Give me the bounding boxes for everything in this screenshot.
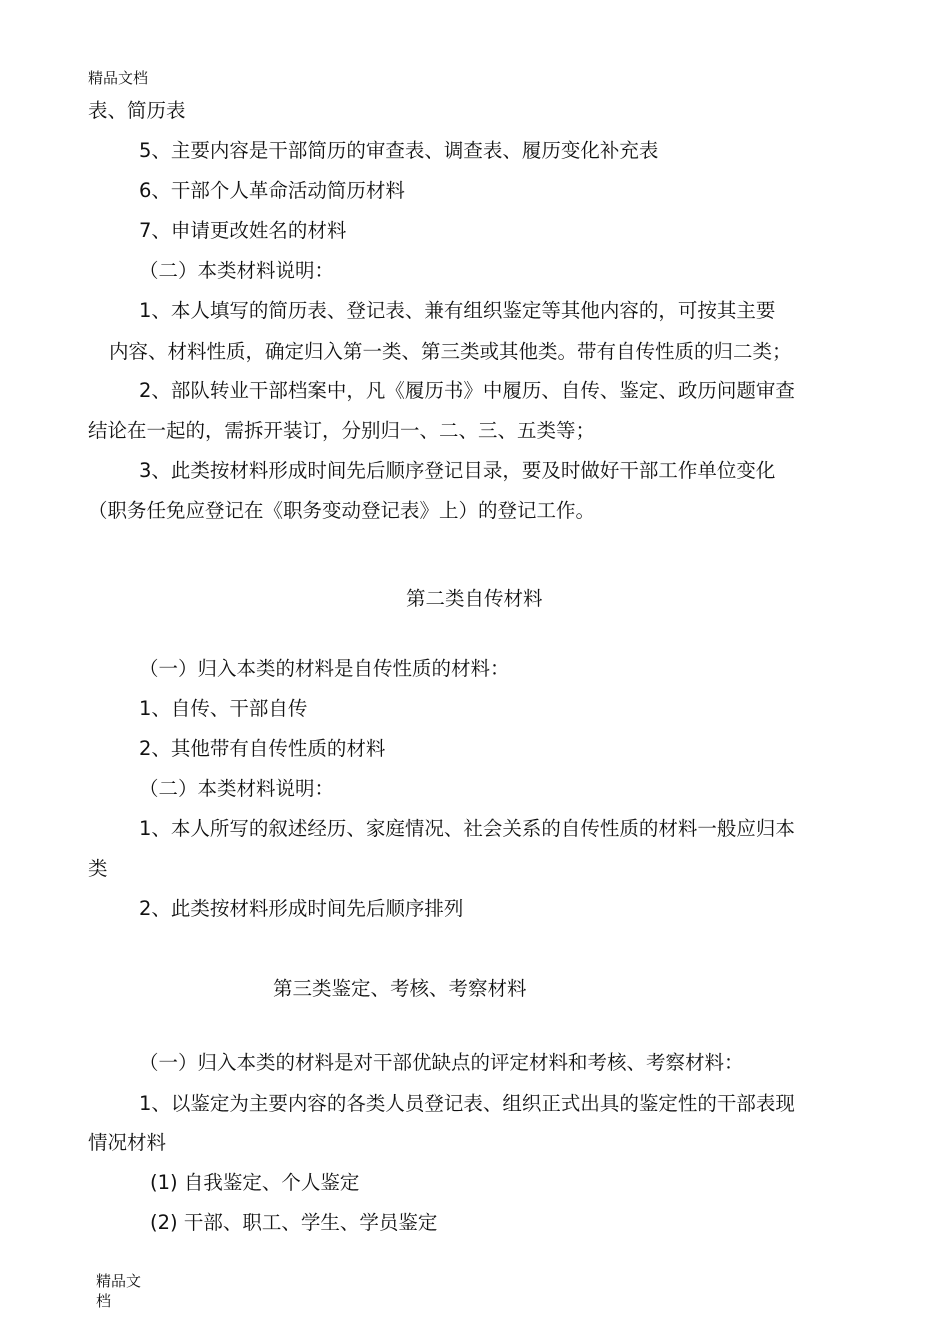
list-item-6: 6、干部个人革命活动简历材料 — [139, 179, 405, 202]
section-2-title: 第二类自传材料 — [406, 587, 543, 610]
section-2-scope-heading: （一）归入本类的材料是自传性质的材料： — [139, 657, 510, 680]
section-3-item-1-line-1: 1、以鉴定为主要内容的各类人员登记表、组织正式出具的鉴定性的干部表现 — [139, 1092, 795, 1115]
section-3-sub-item-2: (2) 干部、职工、学生、学员鉴定 — [150, 1211, 438, 1234]
note-2-line-1: 2、部队转业干部档案中，凡《履历书》中履历、自传、鉴定、政历问题审查 — [139, 379, 795, 402]
section-2-note-2: 2、此类按材料形成时间先后顺序排列 — [139, 897, 464, 920]
section-2-note-1-line-1: 1、本人所写的叙述经历、家庭情况、社会关系的自传性质的材料一般应归本 — [139, 817, 795, 840]
footer-watermark-line-2: 档 — [96, 1292, 112, 1310]
header-watermark: 精品文档 — [88, 69, 149, 87]
section-3-sub-item-1: (1) 自我鉴定、个人鉴定 — [150, 1171, 360, 1194]
section-2-note-1-line-2: 类 — [88, 857, 108, 880]
list-item-5: 5、主要内容是干部简历的审查表、调查表、履历变化补充表 — [139, 139, 659, 162]
section-2-item-2: 2、其他带有自传性质的材料 — [139, 737, 386, 760]
section-3-scope-heading: （一）归入本类的材料是对干部优缺点的评定材料和考核、考察材料： — [139, 1051, 744, 1074]
section-2-item-1: 1、自传、干部自传 — [139, 697, 308, 720]
note-heading: （二）本类材料说明： — [139, 259, 335, 282]
continued-line: 表、简历表 — [88, 99, 186, 122]
note-2-line-2: 结论在一起的，需拆开装订，分别归一、二、三、五类等； — [88, 419, 596, 442]
section-3-title: 第三类鉴定、考核、考察材料 — [273, 977, 527, 1000]
note-3-line-1: 3、此类按材料形成时间先后顺序登记目录，要及时做好干部工作单位变化 — [139, 459, 776, 482]
section-2-note-heading: （二）本类材料说明： — [139, 777, 335, 800]
section-3-item-1-line-2: 情况材料 — [88, 1131, 167, 1154]
note-1-line-2: 内容、材料性质，确定归入第一类、第三类或其他类。带有自传性质的归二类； — [109, 340, 792, 363]
footer-watermark-line-1: 精品文 — [96, 1272, 142, 1290]
list-item-7: 7、申请更改姓名的材料 — [139, 219, 347, 242]
note-3-line-2: （职务任免应登记在《职务变动登记表》上）的登记工作。 — [88, 499, 596, 522]
note-1-line-1: 1、本人填写的简历表、登记表、兼有组织鉴定等其他内容的，可按其主要 — [139, 299, 776, 322]
